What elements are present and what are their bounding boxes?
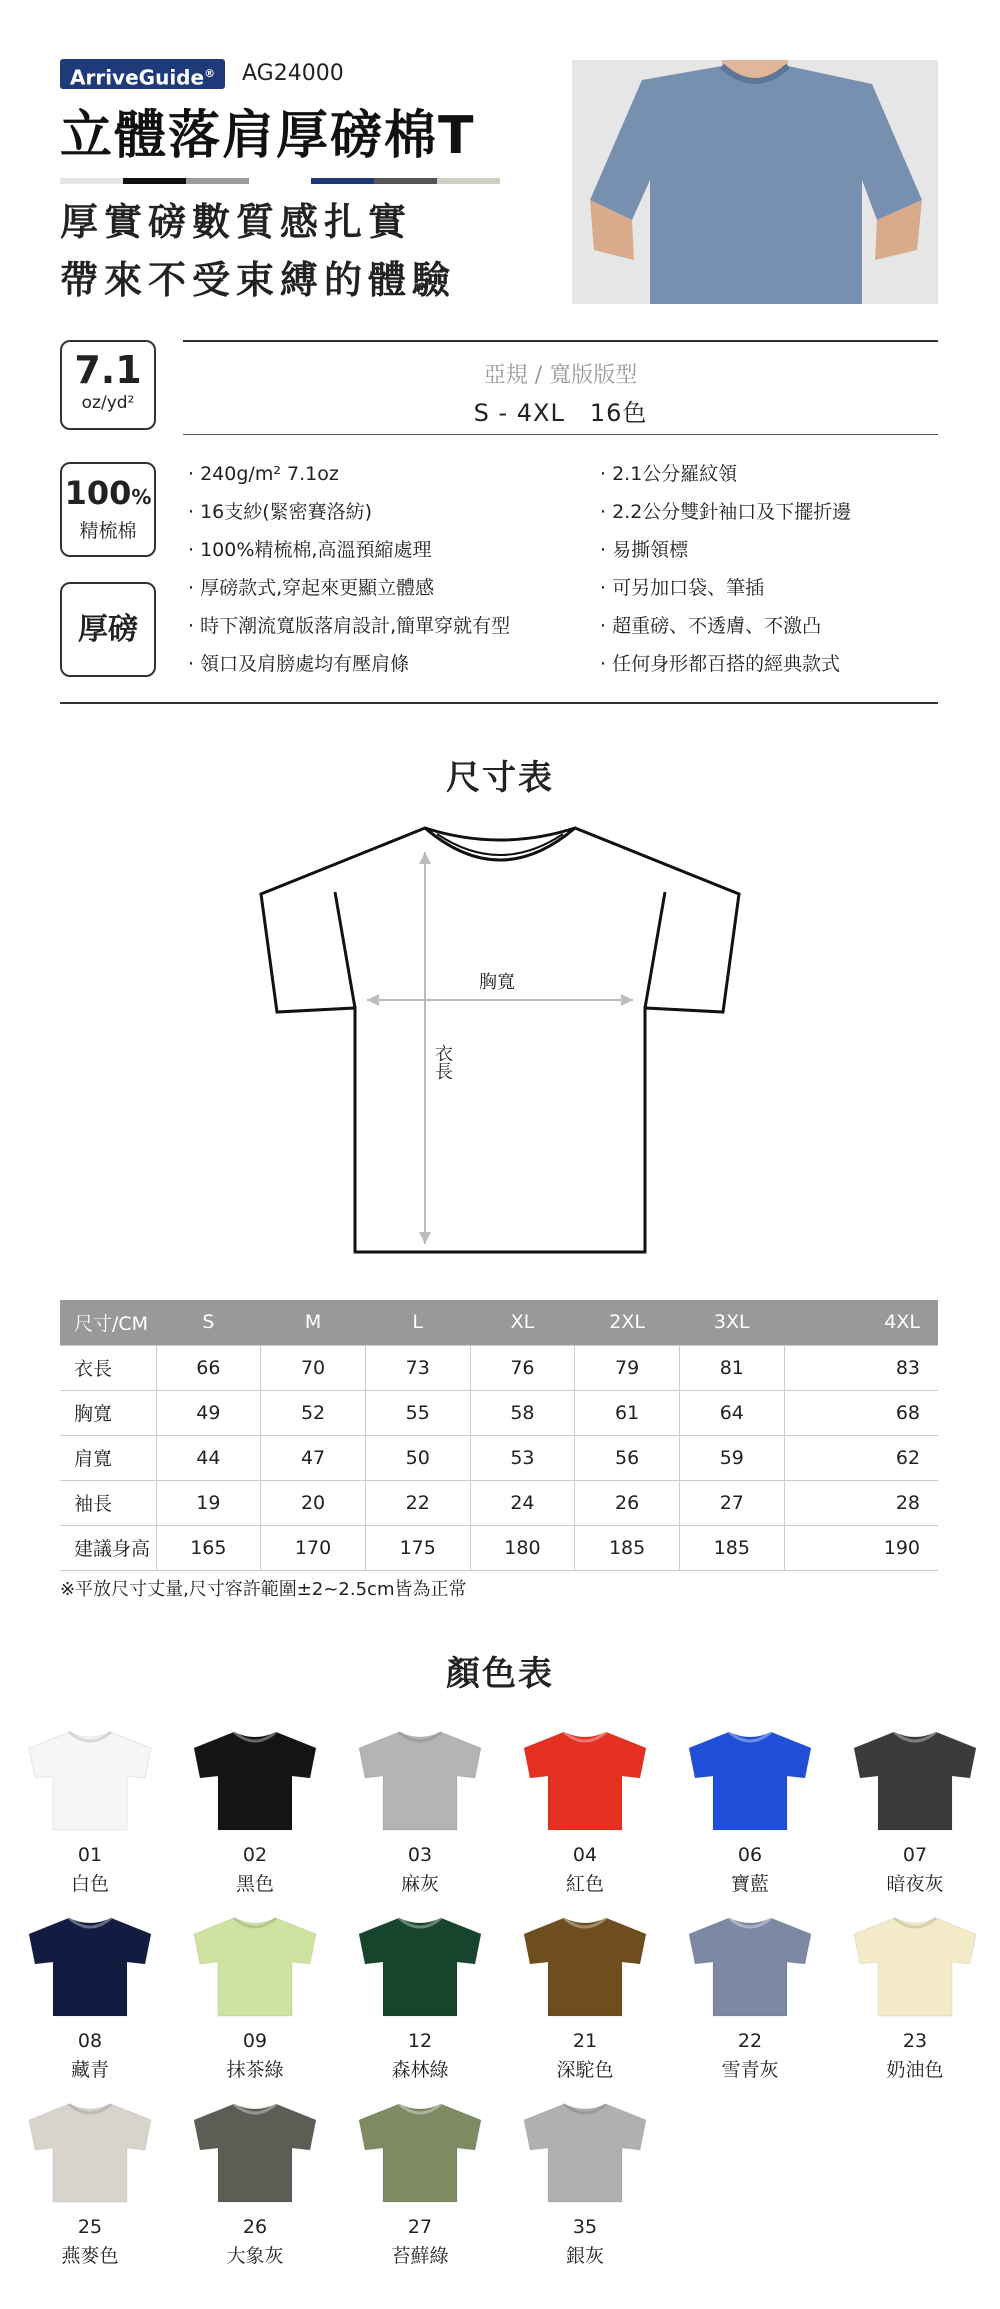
size-table bbox=[60, 1300, 938, 1571]
tagline-line-2: 帶來不受束縛的體驗 bbox=[60, 258, 457, 302]
color-accent-bar bbox=[60, 178, 500, 184]
feature-item: · 任何身形都百搭的經典款式 bbox=[600, 645, 851, 683]
table-cell: 66 bbox=[156, 1345, 261, 1390]
chest-width-label: 胸寬 bbox=[479, 972, 515, 993]
measurement-note: ※平放尺寸丈量,尺寸容許範圍±2~2.5cm皆為正常 bbox=[60, 1579, 467, 1600]
color-name: 雪青灰 bbox=[721, 2059, 779, 2081]
color-swatch[interactable] bbox=[510, 1914, 660, 2084]
color-chart-heading: 顏色表 bbox=[446, 1654, 554, 1694]
column-header: XL bbox=[470, 1300, 575, 1345]
color-name: 銀灰 bbox=[565, 2245, 604, 2267]
feature-item: · 時下潮流寬版落肩設計,簡單穿就有型 bbox=[188, 607, 510, 645]
heavyweight-badge bbox=[60, 582, 156, 677]
color-number: 25 bbox=[77, 2216, 103, 2238]
color-name: 大象灰 bbox=[226, 2245, 284, 2267]
color-name: 深駝色 bbox=[556, 2059, 614, 2081]
table-cell: 185 bbox=[679, 1525, 784, 1570]
features-right bbox=[600, 455, 851, 683]
row-label: 袖長 bbox=[60, 1480, 156, 1525]
feature-item: · 2.2公分雙針袖口及下擺折邊 bbox=[600, 493, 851, 531]
color-number: 06 bbox=[737, 1844, 763, 1866]
accent-bar-segment bbox=[123, 178, 186, 184]
divider bbox=[60, 702, 938, 704]
tshirt-swatch-icon bbox=[520, 2100, 650, 2204]
table-cell: 81 bbox=[679, 1345, 784, 1390]
feature-item: · 可另加口袋、筆插 bbox=[600, 569, 851, 607]
table-cell: 79 bbox=[575, 1345, 680, 1390]
table-cell: 76 bbox=[470, 1345, 575, 1390]
accent-bar-segment bbox=[311, 178, 374, 184]
size-chart-heading: 尺寸表 bbox=[446, 758, 554, 798]
row-label: 胸寬 bbox=[60, 1390, 156, 1435]
tshirt-diagram bbox=[255, 822, 745, 1256]
fit-label: 亞規 / 寬版版型 bbox=[483, 363, 638, 388]
color-swatch[interactable] bbox=[15, 2100, 165, 2270]
color-number: 02 bbox=[242, 1844, 268, 1866]
tshirt-swatch-icon bbox=[355, 1914, 485, 2018]
tshirt-swatch-icon bbox=[190, 1728, 320, 1832]
table-row bbox=[60, 1390, 938, 1435]
table-cell: 44 bbox=[156, 1435, 261, 1480]
size-range: S - 4XL 16色 bbox=[473, 399, 648, 427]
tshirt-swatch-icon bbox=[520, 1728, 650, 1832]
color-name: 暗夜灰 bbox=[886, 1873, 944, 1895]
color-swatch[interactable] bbox=[180, 2100, 330, 2270]
product-code: AG24000 bbox=[242, 61, 344, 86]
color-swatch[interactable] bbox=[180, 1914, 330, 2084]
tshirt-swatch-icon bbox=[25, 1728, 155, 1832]
tshirt-swatch-icon bbox=[190, 2100, 320, 2204]
product-title: 立體落肩厚磅棉T bbox=[60, 106, 476, 166]
table-cell: 20 bbox=[261, 1480, 366, 1525]
color-number: 09 bbox=[242, 2030, 268, 2052]
color-number: 03 bbox=[407, 1844, 433, 1866]
table-cell: 185 bbox=[575, 1525, 680, 1570]
row-label: 肩寬 bbox=[60, 1435, 156, 1480]
brand-logo bbox=[60, 59, 225, 89]
color-number: 04 bbox=[572, 1844, 598, 1866]
model-photo bbox=[572, 60, 938, 304]
color-name: 森林綠 bbox=[391, 2059, 449, 2081]
table-cell: 55 bbox=[365, 1390, 470, 1435]
tshirt-swatch-icon bbox=[355, 2100, 485, 2204]
color-name: 黑色 bbox=[235, 1873, 274, 1895]
color-name: 苔蘚綠 bbox=[391, 2245, 449, 2267]
tshirt-swatch-icon bbox=[190, 1914, 320, 2018]
table-cell: 19 bbox=[156, 1480, 261, 1525]
table-row bbox=[60, 1480, 938, 1525]
column-header: 4XL bbox=[784, 1300, 938, 1345]
color-number: 21 bbox=[572, 2030, 598, 2052]
table-cell: 27 bbox=[679, 1480, 784, 1525]
accent-bar-segment bbox=[249, 178, 312, 184]
table-cell: 58 bbox=[470, 1390, 575, 1435]
color-name: 寶藍 bbox=[730, 1873, 769, 1895]
color-name: 抹茶綠 bbox=[226, 2059, 284, 2081]
tshirt-swatch-icon bbox=[25, 1914, 155, 2018]
table-cell: 24 bbox=[470, 1480, 575, 1525]
color-swatch[interactable] bbox=[15, 1728, 165, 1898]
color-swatch[interactable] bbox=[840, 1728, 990, 1898]
feature-item: · 易撕領標 bbox=[600, 531, 851, 569]
color-number: 27 bbox=[407, 2216, 433, 2238]
feature-item: · 100%精梳棉,高溫預縮處理 bbox=[188, 531, 510, 569]
weight-unit: oz/yd² bbox=[81, 393, 135, 413]
table-cell: 175 bbox=[365, 1525, 470, 1570]
color-name: 燕麥色 bbox=[61, 2245, 119, 2267]
feature-item: · 2.1公分羅紋領 bbox=[600, 455, 851, 493]
weight-value: 7.1 bbox=[74, 348, 142, 392]
color-number: 12 bbox=[407, 2030, 433, 2052]
column-header: L bbox=[365, 1300, 470, 1345]
table-cell: 53 bbox=[470, 1435, 575, 1480]
row-label: 衣長 bbox=[60, 1345, 156, 1390]
tshirt-swatch-icon bbox=[355, 1728, 485, 1832]
color-name: 藏青 bbox=[70, 2059, 109, 2081]
table-cell: 180 bbox=[470, 1525, 575, 1570]
table-cell: 165 bbox=[156, 1525, 261, 1570]
weight-badge bbox=[60, 340, 156, 430]
color-swatch[interactable] bbox=[345, 1728, 495, 1898]
column-header: S bbox=[156, 1300, 261, 1345]
color-swatch[interactable] bbox=[510, 1728, 660, 1898]
column-header: 2XL bbox=[575, 1300, 680, 1345]
color-swatch[interactable] bbox=[840, 1914, 990, 2084]
color-name: 白色 bbox=[70, 1873, 109, 1895]
color-swatch[interactable] bbox=[675, 1914, 825, 2084]
table-row bbox=[60, 1525, 938, 1570]
table-cell: 22 bbox=[365, 1480, 470, 1525]
table-cell: 28 bbox=[784, 1480, 938, 1525]
feature-item: · 厚磅款式,穿起來更顯立體感 bbox=[188, 569, 510, 607]
tshirt-swatch-icon bbox=[685, 1914, 815, 2018]
table-row bbox=[60, 1345, 938, 1390]
table-cell: 73 bbox=[365, 1345, 470, 1390]
feature-item: · 領口及肩膀處均有壓肩條 bbox=[188, 645, 510, 683]
color-number: 01 bbox=[77, 1844, 103, 1866]
feature-item: · 240g/m² 7.1oz bbox=[188, 455, 510, 493]
table-cell: 70 bbox=[261, 1345, 366, 1390]
table-cell: 68 bbox=[784, 1390, 938, 1435]
feature-item: · 16支紗(緊密賽洛紡) bbox=[188, 493, 510, 531]
table-cell: 170 bbox=[261, 1525, 366, 1570]
table-cell: 47 bbox=[261, 1435, 366, 1480]
table-cell: 49 bbox=[156, 1390, 261, 1435]
column-header: M bbox=[261, 1300, 366, 1345]
color-name: 麻灰 bbox=[400, 1873, 439, 1895]
column-header: 3XL bbox=[679, 1300, 784, 1345]
tshirt-swatch-icon bbox=[850, 1728, 980, 1832]
row-label: 建議身高 bbox=[60, 1525, 156, 1570]
color-number: 22 bbox=[737, 2030, 763, 2052]
tshirt-swatch-icon bbox=[520, 1914, 650, 2018]
divider bbox=[183, 340, 938, 342]
color-number: 08 bbox=[77, 2030, 103, 2052]
table-cell: 26 bbox=[575, 1480, 680, 1525]
size-table-header bbox=[60, 1300, 938, 1345]
heavyweight-label: 厚磅 bbox=[78, 612, 138, 647]
cotton-badge bbox=[60, 462, 156, 557]
color-swatch[interactable] bbox=[180, 1728, 330, 1898]
tshirt-swatch-icon bbox=[850, 1914, 980, 2018]
tshirt-swatch-icon bbox=[25, 2100, 155, 2204]
color-swatch[interactable] bbox=[15, 1914, 165, 2084]
table-row bbox=[60, 1435, 938, 1480]
color-number: 23 bbox=[902, 2030, 928, 2052]
color-number: 35 bbox=[572, 2216, 598, 2238]
tshirt-swatch-icon bbox=[685, 1728, 815, 1832]
table-cell: 190 bbox=[784, 1525, 938, 1570]
accent-bar-segment bbox=[374, 178, 437, 184]
color-swatch[interactable] bbox=[675, 1728, 825, 1898]
table-cell: 61 bbox=[575, 1390, 680, 1435]
accent-bar-segment bbox=[60, 178, 123, 184]
brand-registered-mark: ® bbox=[204, 67, 216, 80]
table-cell: 52 bbox=[261, 1390, 366, 1435]
table-cell: 64 bbox=[679, 1390, 784, 1435]
table-cell: 59 bbox=[679, 1435, 784, 1480]
divider bbox=[183, 434, 938, 435]
table-cell: 62 bbox=[784, 1435, 938, 1480]
cotton-value: 100 bbox=[64, 474, 132, 512]
table-cell: 56 bbox=[575, 1435, 680, 1480]
tagline-line-1: 厚實磅數質感扎實 bbox=[60, 200, 413, 244]
features-left bbox=[188, 455, 510, 683]
accent-bar-segment bbox=[437, 178, 500, 184]
cotton-label: 精梳棉 bbox=[79, 520, 137, 542]
color-swatch[interactable] bbox=[510, 2100, 660, 2270]
body-length-label: 衣長 bbox=[432, 1044, 453, 1080]
color-swatch[interactable] bbox=[345, 2100, 495, 2270]
accent-bar-segment bbox=[186, 178, 249, 184]
color-name: 紅色 bbox=[565, 1873, 604, 1895]
table-cell: 50 bbox=[365, 1435, 470, 1480]
feature-item: · 超重磅、不透膚、不激凸 bbox=[600, 607, 851, 645]
table-cell: 83 bbox=[784, 1345, 938, 1390]
column-header: 尺寸/CM bbox=[60, 1300, 156, 1345]
color-swatch[interactable] bbox=[345, 1914, 495, 2084]
color-number: 07 bbox=[902, 1844, 928, 1866]
cotton-percent: % bbox=[131, 485, 152, 509]
brand-name: ArriveGuide bbox=[70, 65, 205, 90]
color-name: 奶油色 bbox=[886, 2059, 944, 2081]
color-number: 26 bbox=[242, 2216, 268, 2238]
